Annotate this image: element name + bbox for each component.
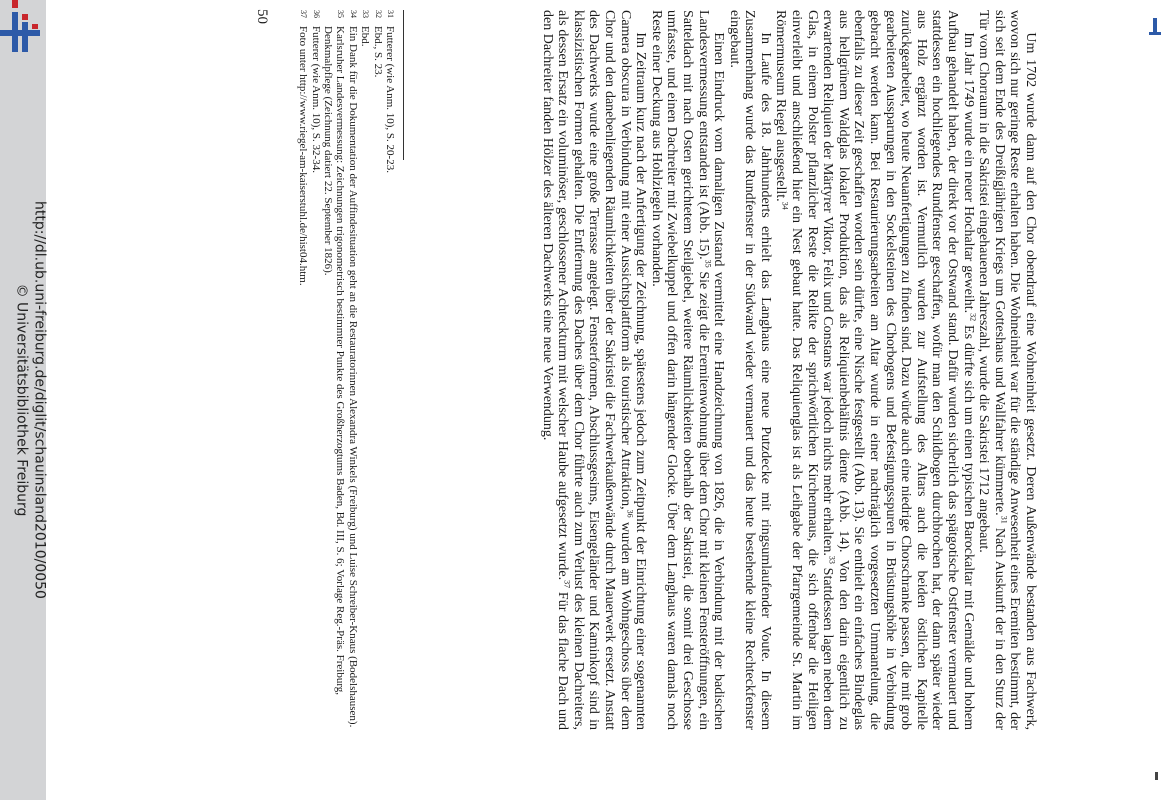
paragraph-3: In Laufe des 18. Jahrhunderts erhielt das Langhaus eine neue Putzdecke mit ringsumlaufender Voute. In diesem Zusammenhang wurde das Rundfenster in der Südwand wieder vermauert und das heute bestehende kleine Rechteckfenster eingebaut. [726,10,773,730]
viewer-side-panel [0,0,46,800]
citation-url[interactable]: http://dl.ub.uni-freiburg.de/diglit/schauinsland2010/0050 [31,201,48,599]
footnote: 31 Futterer (wie Anm. 10), S. 20-23. [384,10,396,173]
footnotes [297,10,396,730]
paragraph-1: Um 1702 wurde dann auf den Chor obendrauf eine Wohneinheit gesetzt. Deren Außenwände bestanden aus Fachwerk, wovon sich nur geringe Reste erhalten haben. Die Wohneinheit war für die ständige Anwesenheit eines Eremiten bestimmt, der sich seit dem Ende des Dreißigjährigen Kriegs um Gotteshaus und Wallfahrer kümmerte.$^{31}$ Nach Auskunft der in den Sturz der Tür vom Chorraum in die Sakristei eingehauenen Jahreszahl, wurde die Sakristei 1712 angebaut. [976,10,1038,730]
paragraph-5: Im Zeitraum kurz nach der Anfertigung der Zeichnung, spätestens jedoch zum Zeitpunkt der Einrichtung einer sogenannten Camera obscura in Verbindung mit einer Aussichtsplattform als touristischer Attraktion,$^{36}$ wurden am Wohngeschoss über dem Chor und den danebenliegenden Räumlichkeiten über der Sakristei die Fachwerkaußenwände durch Mauerwerk ersetzt. Anstatt des Dachwerks wurde eine große Terrasse angelegt. Fensterformen, Abschlussgesims, Eisengeländer und Kaminkopf sind in klassizistischen Formen gehalten. Die Entfernung des Daches über dem Chor führte auch zum Verlust des kleinen Dachreiters, als dessen Ersatz ein voluminöser, geschlossener Achteckturm mit welscher Haube aufgesetzt wurde.$^{37}$ Für das flache Dach und den Dachreiter fanden Hölzer des älteren Dachwerks eine neue Verwendung. [539,10,649,730]
footnote: 36 Futterer (wie Anm. 10), S. 32-34. [309,10,322,173]
paragraph-2: Im Jahr 1749 wurde ein neuer Hochaltar geweiht.$^{32}$ Es dürfte sich um einen typischen Barockaltar mit Gemälde und hohem Aufbau gehandelt haben, der direkt vor der Ostwand stand. Dafür wurden sicherlich das spätgotische Ostfenster vermauert und stattdessen ein hochliegendes Rundfenster geschaffen, wofür man den Schildbogen durchbrochen hat, der dann später wieder aus Holz ergänzt worden ist. Vermutlich wurden zur Aufstellung des Altars auch die beiden östlichen Kapitelle zurückgearbeitet, wo heute Neuanfertigungen zu finden sind. Dazu würde auch eine niedrige Chorschranke passen, die mit grob gearbeiteten Aussparungen in den Sockelsteinen des Chorbogens und Befestigungsspuren in Brüstungshöhe in Verbindung gebracht werden kann. Bei Restaurierungsarbeiten am Altar wurde in einer nachträglich vorgesetzten Ummantelung, die ebenfalls zu dieser Zeit geschaffen worden sein dürfte, eine Nische festgestellt (Abb. 13). Sie enthielt ein einfaches Bindeglas aus hellgrünem Waldglas lokaler Produktion, das als Reliquienbehältnis diente (Abb. 14). Von den darin eigentlich zu erwartenden Reliquien der Märtyrer Viktor, Felix und Constans war jedoch nichts mehr erhalten.$^{33}$ Stattdessen lagen neben dem Glas, in einem Polster pflanzlicher Reste die Reliktе der sprichwörtlichen Kirchenmaus, die sich offenbar die Heiligen einverleibt und anschließend hier ein Nest gebaut hatte. Das Reliquienglas ist als Leihgabe der Pfarrgemeinde St. Martin im Römermuseum Riegel ausgestellt.$^{34}$ [773,10,978,730]
footnote: 34 Ein Dank für die Dokumentation der Auffindesituation geht an die Restauratorinnen Alexandra Winkels (Freiburg) und Luise Schreiber-Knaus (Bodelshausen). [346,10,359,728]
scanned-page [108,10,1038,790]
footnote: 35 Karlsruher Landesvermessung: Zeichnungen trigonometrisch bestimmter Punkte des Großherzogtums Baden, Bd. III, S. 6; Vorlage Reg.-Präs. Freiburg, Denkmalpflege (Zeichnung datiert 22. September 1826). [321,10,347,696]
footnote: 37 Foto unter http://www.riegel-am-kaiserstuhl.de/hist04.htm. [297,10,310,286]
citation-banner [13,5,48,795]
copyright-notice: © Universitätsbibliothek Freiburg [13,283,30,517]
paragraph-4: Einen Eindruck vom damaligen Zustand vermittelt eine Handzeichnung von 1826, die in Verbindung mit der badischen Landesvermessung entstanden ist (Abb. 15).$^{35}$ Sie zeigt die Eremitenwohnung über dem Chor mit kleinen Fensteröffnungen, ein Satteldach mit nach Osten gerichtetem Steilgiebel, weitere Räumlichkeiten oberhalb der Sakristei, die somit drei Geschosse umfasste, und einen Dachreiter mit Zwiebelkuppel und offen darin hängender Glocke. Über dem Langhaus waren damals noch Reste einer Deckung aus Hohlziegeln vorhanden. [648,10,727,730]
body-text [539,10,1038,730]
footnote-divider [403,10,404,160]
next-page-edge-marks [1149,0,1161,800]
footnote: 32 Ebd., S. 23. [371,10,384,78]
page-number: 50 [254,9,270,24]
footnote: 33 Ebd. [359,10,372,47]
